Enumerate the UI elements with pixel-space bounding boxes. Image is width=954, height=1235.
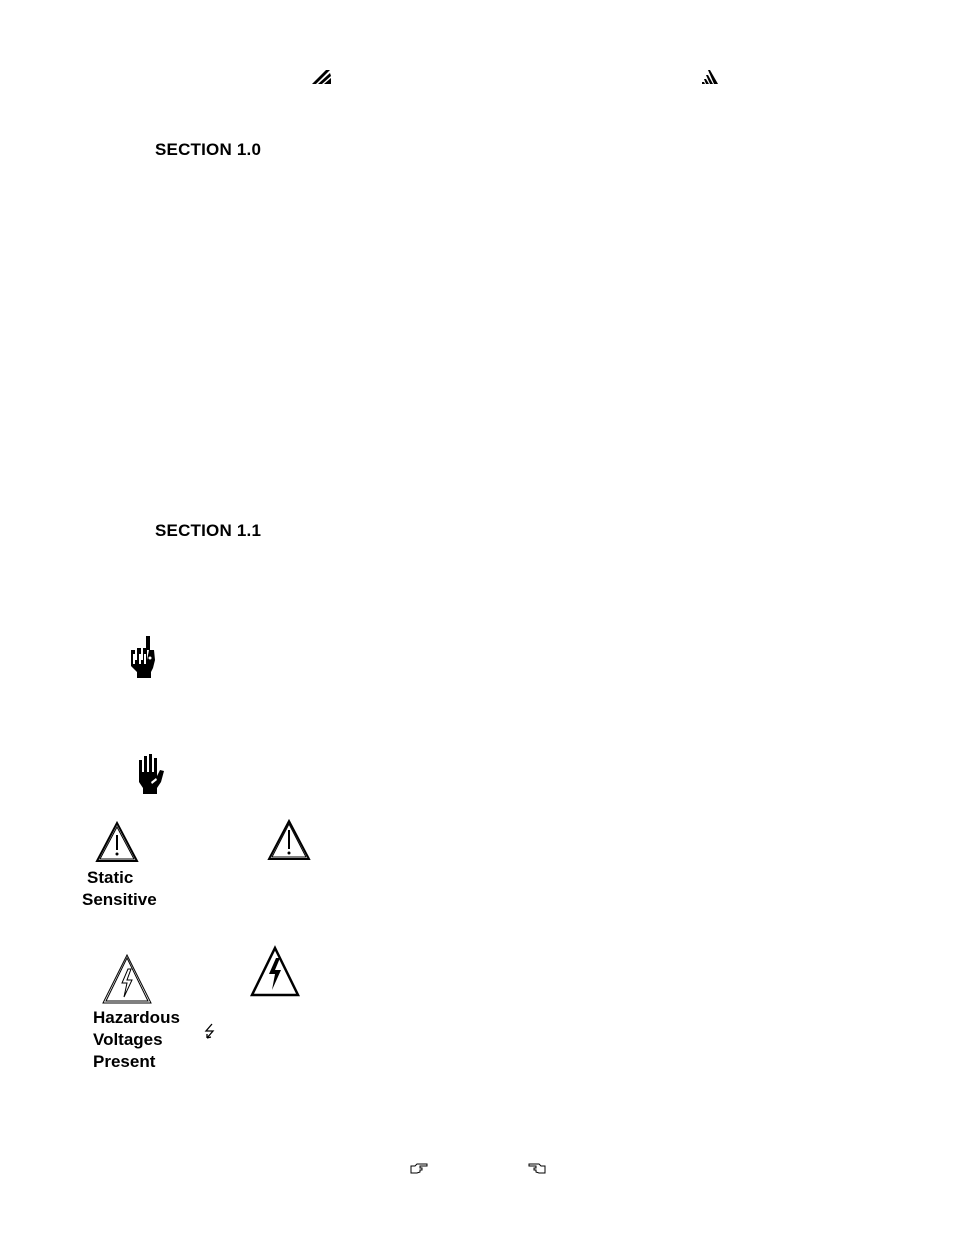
static-label: Sensitive — [82, 890, 157, 909]
static-label: Static — [87, 868, 134, 887]
raised-hand-icon — [137, 754, 165, 794]
pointing-hand-icon — [129, 636, 157, 678]
warning-triangle-icon — [95, 821, 139, 863]
small-lightning-icon — [203, 1023, 217, 1039]
hazard-label: Present — [93, 1052, 156, 1071]
section-heading: SECTION 1.1 — [155, 521, 262, 540]
hand-pointing-right-icon — [410, 1163, 428, 1175]
triangle-logo-mark-icon — [702, 70, 718, 84]
hazard-label: Voltages — [93, 1030, 163, 1049]
high-voltage-triangle-icon — [250, 946, 300, 998]
hazard-label: Hazardous — [93, 1008, 180, 1027]
warning-triangle-icon — [267, 819, 311, 861]
section-heading: SECTION 1.0 — [155, 140, 262, 159]
hand-pointing-left-icon — [528, 1163, 546, 1175]
high-voltage-triangle-icon — [101, 953, 153, 1005]
slanted-logo-mark-icon — [312, 70, 332, 84]
